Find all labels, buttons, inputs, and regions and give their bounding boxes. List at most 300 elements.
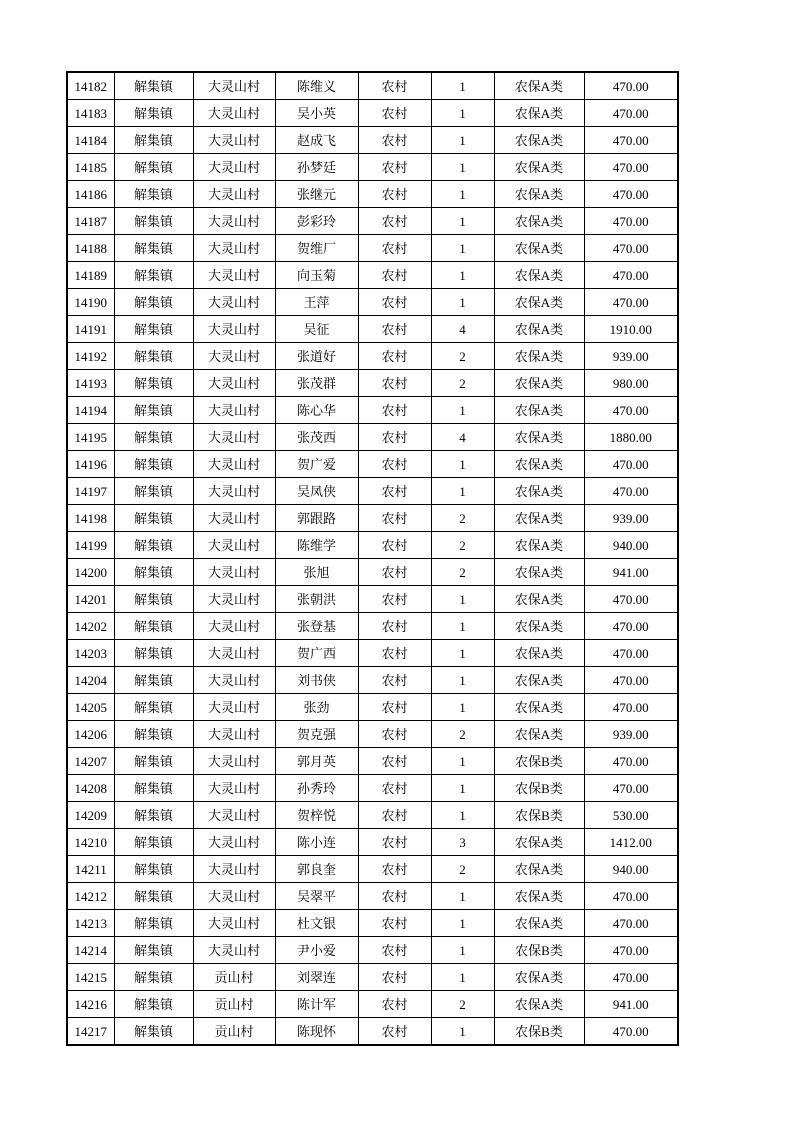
cell-village: 大灵山村 [193,802,275,829]
cell-headcount: 2 [431,505,494,532]
cell-person_name: 贺维厂 [275,235,358,262]
cell-person_name: 吴翠平 [275,883,358,910]
cell-id: 14217 [67,1018,114,1046]
cell-person_name: 刘翠连 [275,964,358,991]
cell-person_name: 刘书侠 [275,667,358,694]
table-row [67,829,678,856]
cell-person_name: 陈维学 [275,532,358,559]
cell-person_name: 贺梓悦 [275,802,358,829]
cell-headcount: 1 [431,289,494,316]
cell-village: 大灵山村 [193,397,275,424]
cell-town: 解集镇 [114,154,193,181]
cell-id: 14196 [67,451,114,478]
cell-residence_type: 农村 [358,883,431,910]
cell-village: 大灵山村 [193,694,275,721]
cell-village: 大灵山村 [193,505,275,532]
cell-village: 大灵山村 [193,856,275,883]
cell-residence_type: 农村 [358,100,431,127]
cell-insurance_category: 农保A类 [494,829,584,856]
cell-person_name: 杜文银 [275,910,358,937]
cell-town: 解集镇 [114,964,193,991]
cell-headcount: 1 [431,883,494,910]
cell-person_name: 陈小连 [275,829,358,856]
cell-person_name: 陈维义 [275,72,358,100]
cell-headcount: 1 [431,775,494,802]
cell-insurance_category: 农保B类 [494,775,584,802]
cell-id: 14187 [67,208,114,235]
cell-amount: 470.00 [584,208,678,235]
table-row [67,802,678,829]
cell-amount: 939.00 [584,343,678,370]
cell-residence_type: 农村 [358,424,431,451]
cell-insurance_category: 农保A类 [494,316,584,343]
cell-town: 解集镇 [114,343,193,370]
cell-amount: 470.00 [584,613,678,640]
cell-town: 解集镇 [114,694,193,721]
cell-insurance_category: 农保A类 [494,721,584,748]
cell-insurance_category: 农保B类 [494,937,584,964]
cell-town: 解集镇 [114,883,193,910]
cell-town: 解集镇 [114,721,193,748]
cell-amount: 470.00 [584,181,678,208]
table-row [67,721,678,748]
cell-headcount: 1 [431,802,494,829]
cell-amount: 470.00 [584,667,678,694]
table-body [67,72,678,1045]
cell-id: 14199 [67,532,114,559]
cell-town: 解集镇 [114,937,193,964]
cell-village: 大灵山村 [193,667,275,694]
cell-insurance_category: 农保A类 [494,910,584,937]
cell-insurance_category: 农保A类 [494,424,584,451]
cell-amount: 939.00 [584,721,678,748]
cell-id: 14204 [67,667,114,694]
cell-person_name: 郭跟路 [275,505,358,532]
cell-town: 解集镇 [114,640,193,667]
cell-residence_type: 农村 [358,829,431,856]
cell-village: 大灵山村 [193,370,275,397]
cell-headcount: 1 [431,208,494,235]
cell-insurance_category: 农保A类 [494,208,584,235]
cell-person_name: 贺克强 [275,721,358,748]
cell-amount: 941.00 [584,991,678,1018]
cell-residence_type: 农村 [358,586,431,613]
cell-insurance_category: 农保B类 [494,802,584,829]
cell-amount: 470.00 [584,478,678,505]
cell-headcount: 1 [431,640,494,667]
cell-residence_type: 农村 [358,316,431,343]
cell-headcount: 1 [431,127,494,154]
cell-id: 14205 [67,694,114,721]
cell-headcount: 1 [431,937,494,964]
cell-id: 14186 [67,181,114,208]
table-row [67,667,678,694]
cell-amount: 470.00 [584,127,678,154]
cell-village: 大灵山村 [193,154,275,181]
cell-amount: 470.00 [584,451,678,478]
table-row [67,208,678,235]
cell-amount: 470.00 [584,775,678,802]
cell-residence_type: 农村 [358,505,431,532]
cell-amount: 470.00 [584,1018,678,1046]
cell-village: 大灵山村 [193,775,275,802]
cell-residence_type: 农村 [358,451,431,478]
cell-residence_type: 农村 [358,154,431,181]
table-row [67,316,678,343]
cell-town: 解集镇 [114,802,193,829]
cell-insurance_category: 农保A类 [494,72,584,100]
table-row [67,559,678,586]
cell-town: 解集镇 [114,505,193,532]
cell-id: 14201 [67,586,114,613]
cell-town: 解集镇 [114,829,193,856]
cell-residence_type: 农村 [358,72,431,100]
table-row [67,343,678,370]
cell-town: 解集镇 [114,100,193,127]
cell-amount: 470.00 [584,694,678,721]
cell-town: 解集镇 [114,532,193,559]
cell-amount: 940.00 [584,856,678,883]
cell-residence_type: 农村 [358,991,431,1018]
cell-town: 解集镇 [114,181,193,208]
cell-headcount: 1 [431,910,494,937]
cell-village: 大灵山村 [193,451,275,478]
cell-id: 14184 [67,127,114,154]
cell-insurance_category: 农保A类 [494,181,584,208]
cell-amount: 470.00 [584,748,678,775]
cell-id: 14206 [67,721,114,748]
cell-residence_type: 农村 [358,127,431,154]
cell-insurance_category: 农保A类 [494,883,584,910]
cell-residence_type: 农村 [358,613,431,640]
cell-headcount: 4 [431,424,494,451]
cell-id: 14183 [67,100,114,127]
cell-amount: 1412.00 [584,829,678,856]
cell-insurance_category: 农保A类 [494,586,584,613]
cell-residence_type: 农村 [358,343,431,370]
cell-town: 解集镇 [114,235,193,262]
cell-town: 解集镇 [114,1018,193,1046]
cell-amount: 530.00 [584,802,678,829]
cell-amount: 470.00 [584,910,678,937]
cell-id: 14207 [67,748,114,775]
cell-village: 大灵山村 [193,883,275,910]
table-row [67,181,678,208]
cell-person_name: 赵成飞 [275,127,358,154]
cell-village: 大灵山村 [193,640,275,667]
table-row [67,100,678,127]
cell-id: 14200 [67,559,114,586]
cell-amount: 470.00 [584,72,678,100]
table-row [67,964,678,991]
cell-headcount: 1 [431,964,494,991]
cell-headcount: 1 [431,613,494,640]
cell-town: 解集镇 [114,397,193,424]
cell-insurance_category: 农保A类 [494,100,584,127]
cell-person_name: 张劲 [275,694,358,721]
cell-headcount: 1 [431,262,494,289]
cell-residence_type: 农村 [358,289,431,316]
cell-town: 解集镇 [114,559,193,586]
cell-insurance_category: 农保A类 [494,289,584,316]
cell-village: 大灵山村 [193,424,275,451]
cell-residence_type: 农村 [358,748,431,775]
cell-id: 14197 [67,478,114,505]
cell-insurance_category: 农保A类 [494,343,584,370]
cell-headcount: 1 [431,235,494,262]
table-row [67,775,678,802]
table-row [67,613,678,640]
cell-village: 大灵山村 [193,613,275,640]
cell-id: 14190 [67,289,114,316]
cell-residence_type: 农村 [358,775,431,802]
cell-town: 解集镇 [114,316,193,343]
table-row [67,937,678,964]
cell-id: 14202 [67,613,114,640]
cell-village: 大灵山村 [193,343,275,370]
cell-village: 大灵山村 [193,910,275,937]
cell-person_name: 吴征 [275,316,358,343]
cell-village: 大灵山村 [193,532,275,559]
cell-insurance_category: 农保A类 [494,991,584,1018]
cell-residence_type: 农村 [358,235,431,262]
cell-amount: 470.00 [584,964,678,991]
table-row [67,991,678,1018]
cell-headcount: 1 [431,748,494,775]
cell-amount: 470.00 [584,100,678,127]
cell-insurance_category: 农保A类 [494,262,584,289]
cell-amount: 940.00 [584,532,678,559]
table-row [67,262,678,289]
cell-id: 14191 [67,316,114,343]
cell-person_name: 张旭 [275,559,358,586]
cell-residence_type: 农村 [358,397,431,424]
cell-town: 解集镇 [114,289,193,316]
table-row [67,478,678,505]
cell-village: 大灵山村 [193,100,275,127]
cell-id: 14182 [67,72,114,100]
cell-id: 14192 [67,343,114,370]
cell-insurance_category: 农保A类 [494,559,584,586]
cell-village: 大灵山村 [193,478,275,505]
cell-headcount: 1 [431,154,494,181]
cell-id: 14189 [67,262,114,289]
cell-person_name: 张继元 [275,181,358,208]
cell-headcount: 2 [431,856,494,883]
table-row [67,424,678,451]
cell-person_name: 陈现怀 [275,1018,358,1046]
cell-residence_type: 农村 [358,208,431,235]
cell-person_name: 贺广爱 [275,451,358,478]
cell-village: 贡山村 [193,964,275,991]
cell-person_name: 王萍 [275,289,358,316]
cell-town: 解集镇 [114,586,193,613]
cell-id: 14198 [67,505,114,532]
cell-id: 14208 [67,775,114,802]
cell-headcount: 4 [431,316,494,343]
cell-residence_type: 农村 [358,478,431,505]
cell-village: 大灵山村 [193,586,275,613]
table-row [67,154,678,181]
table-row [67,505,678,532]
cell-residence_type: 农村 [358,937,431,964]
cell-amount: 470.00 [584,289,678,316]
cell-amount: 470.00 [584,883,678,910]
cell-amount: 1910.00 [584,316,678,343]
cell-town: 解集镇 [114,72,193,100]
cell-insurance_category: 农保A类 [494,667,584,694]
subsidy-table [66,71,679,1046]
cell-town: 解集镇 [114,856,193,883]
cell-person_name: 张登基 [275,613,358,640]
cell-village: 大灵山村 [193,289,275,316]
cell-headcount: 1 [431,181,494,208]
cell-insurance_category: 农保A类 [494,964,584,991]
cell-headcount: 1 [431,397,494,424]
cell-village: 贡山村 [193,1018,275,1046]
cell-headcount: 2 [431,559,494,586]
cell-residence_type: 农村 [358,559,431,586]
cell-town: 解集镇 [114,478,193,505]
cell-village: 大灵山村 [193,748,275,775]
cell-person_name: 彭彩玲 [275,208,358,235]
cell-insurance_category: 农保B类 [494,748,584,775]
cell-town: 解集镇 [114,127,193,154]
cell-person_name: 向玉菊 [275,262,358,289]
cell-headcount: 1 [431,478,494,505]
table-row [67,1018,678,1046]
cell-amount: 470.00 [584,397,678,424]
cell-id: 14194 [67,397,114,424]
cell-residence_type: 农村 [358,910,431,937]
cell-person_name: 贺广西 [275,640,358,667]
cell-residence_type: 农村 [358,1018,431,1046]
table-row [67,748,678,775]
cell-village: 大灵山村 [193,127,275,154]
cell-id: 14203 [67,640,114,667]
cell-person_name: 陈心华 [275,397,358,424]
cell-village: 大灵山村 [193,721,275,748]
cell-headcount: 1 [431,1018,494,1046]
cell-id: 14195 [67,424,114,451]
cell-id: 14210 [67,829,114,856]
cell-amount: 939.00 [584,505,678,532]
cell-id: 14188 [67,235,114,262]
table-row [67,72,678,100]
cell-village: 大灵山村 [193,559,275,586]
cell-amount: 470.00 [584,235,678,262]
cell-headcount: 2 [431,370,494,397]
cell-id: 14216 [67,991,114,1018]
cell-amount: 980.00 [584,370,678,397]
table-row [67,856,678,883]
cell-insurance_category: 农保A类 [494,613,584,640]
cell-town: 解集镇 [114,910,193,937]
cell-person_name: 尹小爱 [275,937,358,964]
cell-village: 大灵山村 [193,316,275,343]
cell-id: 14185 [67,154,114,181]
cell-amount: 941.00 [584,559,678,586]
cell-id: 14209 [67,802,114,829]
cell-id: 14212 [67,883,114,910]
cell-insurance_category: 农保A类 [494,640,584,667]
cell-town: 解集镇 [114,775,193,802]
cell-village: 贡山村 [193,991,275,1018]
cell-person_name: 张茂西 [275,424,358,451]
cell-person_name: 郭良奎 [275,856,358,883]
cell-insurance_category: 农保A类 [494,397,584,424]
cell-insurance_category: 农保A类 [494,451,584,478]
cell-amount: 470.00 [584,586,678,613]
cell-person_name: 陈计军 [275,991,358,1018]
cell-town: 解集镇 [114,748,193,775]
cell-headcount: 1 [431,667,494,694]
table-row [67,910,678,937]
cell-residence_type: 农村 [358,262,431,289]
cell-person_name: 张朝洪 [275,586,358,613]
cell-village: 大灵山村 [193,72,275,100]
table-row [67,289,678,316]
cell-town: 解集镇 [114,208,193,235]
cell-town: 解集镇 [114,991,193,1018]
cell-residence_type: 农村 [358,640,431,667]
cell-headcount: 1 [431,694,494,721]
cell-amount: 470.00 [584,154,678,181]
table-row [67,397,678,424]
cell-village: 大灵山村 [193,262,275,289]
cell-insurance_category: 农保A类 [494,694,584,721]
cell-person_name: 张茂群 [275,370,358,397]
cell-residence_type: 农村 [358,802,431,829]
table-row [67,883,678,910]
cell-town: 解集镇 [114,424,193,451]
cell-insurance_category: 农保A类 [494,856,584,883]
table-row [67,694,678,721]
cell-person_name: 吴小英 [275,100,358,127]
cell-person_name: 孙梦廷 [275,154,358,181]
cell-town: 解集镇 [114,667,193,694]
cell-headcount: 1 [431,72,494,100]
cell-insurance_category: 农保A类 [494,370,584,397]
cell-town: 解集镇 [114,370,193,397]
cell-insurance_category: 农保A类 [494,154,584,181]
table-row [67,451,678,478]
cell-headcount: 1 [431,100,494,127]
cell-insurance_category: 农保A类 [494,505,584,532]
cell-town: 解集镇 [114,451,193,478]
cell-person_name: 孙秀玲 [275,775,358,802]
table-row [67,370,678,397]
cell-residence_type: 农村 [358,370,431,397]
table-row [67,586,678,613]
cell-id: 14193 [67,370,114,397]
cell-id: 14211 [67,856,114,883]
cell-insurance_category: 农保A类 [494,127,584,154]
cell-amount: 470.00 [584,262,678,289]
cell-residence_type: 农村 [358,694,431,721]
cell-headcount: 2 [431,991,494,1018]
cell-id: 14213 [67,910,114,937]
cell-insurance_category: 农保B类 [494,1018,584,1046]
cell-residence_type: 农村 [358,181,431,208]
table-row [67,640,678,667]
cell-id: 14214 [67,937,114,964]
cell-headcount: 2 [431,721,494,748]
table-row [67,235,678,262]
cell-residence_type: 农村 [358,667,431,694]
cell-village: 大灵山村 [193,235,275,262]
cell-town: 解集镇 [114,262,193,289]
